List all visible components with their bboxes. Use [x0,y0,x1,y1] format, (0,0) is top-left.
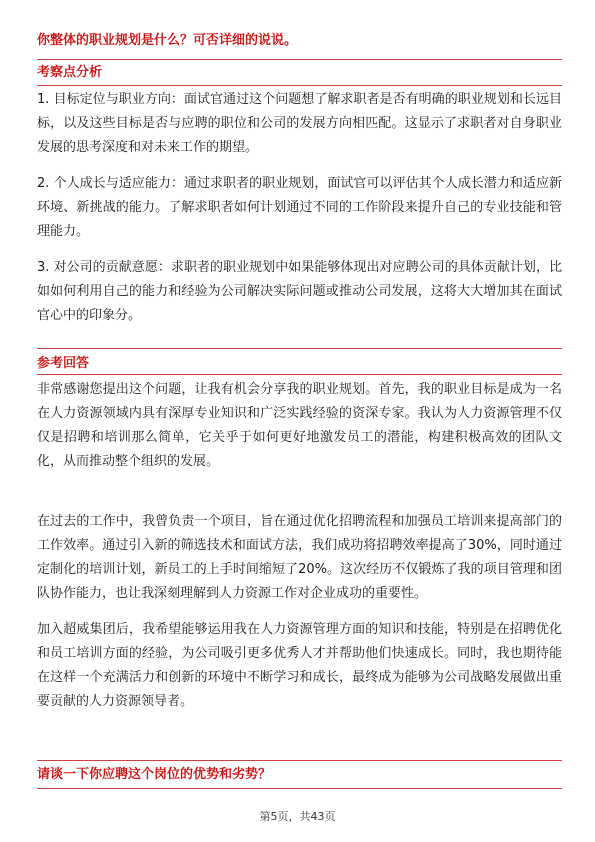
next-question-heading: 请谈一下你应聘这个岗位的优势和劣势？ [37,767,272,782]
analysis-point: 1. 目标定位与职业方向：面试官通过这个问题想了解求职者是否有明确的职业规划和长远目标，以及这些目标是否与应聘的职位和公司的发展方向相匹配。这显示了求职者对自身职业发展的思考深度和对未来工作的期望。 [37,92,562,155]
answer-heading: 参考回答 [37,356,90,371]
answer-paragraph: 非常感谢您提出这个问题，让我有机会分享我的职业规划。首先，我的职业目标是成为一名在人力资源领域内具有深厚专业知识和广泛实践经验的资深专家。我认为人力资源管理不仅仅是招聘和培训那么简单，它关乎于如何更好地激发员工的潜能，构建积极高效的团队文化，从而推动整个组织的发展。 [37,382,562,469]
question-heading: 你整体的职业规划是什么？可否详细的说说。 [37,33,298,48]
answer-paragraph: 在过去的工作中，我曾负责一个项目，旨在通过优化招聘流程和加强员工培训来提高部门的工作效率。通过引入新的筛选技术和面试方法，我们成功将招聘效率提高了30%，同时通过定制化的培训计划，新员工的上手时间缩短了20%。这次经历不仅锻炼了我的项目管理和团队协作能力，也让我深刻理解到人力资源工作对企业成功的重要性。 [37,514,562,601]
divider [37,374,562,375]
divider [37,85,562,86]
divider [37,348,562,349]
analysis-heading: 考察点分析 [37,65,103,80]
page-number: 第5页，共43页 [259,810,336,823]
analysis-point: 3. 对公司的贡献意愿：求职者的职业规划中如果能够体现出对应聘公司的具体贡献计划，比如如何利用自己的能力和经验为公司解决实际问题或推动公司发展，这将大大增加其在面试官心中的印象分。 [37,260,562,323]
answer-paragraph: 加入超威集团后，我希望能够运用我在人力资源管理方面的知识和技能，特别是在招聘优化和员工培训方面的经验，为公司吸引更多优秀人才并帮助他们快速成长。同时，我也期待能在这样一个充满活力和创新的环境中不断学习和成长，最终成为能够为公司战略发展做出重要贡献的人力资源领导者。 [37,622,562,709]
divider [37,760,562,761]
divider [37,788,562,789]
divider [37,59,562,60]
analysis-point: 2. 个人成长与适应能力：通过求职者的职业规划，面试官可以评估其个人成长潜力和适应新环境、新挑战的能力。了解求职者如何计划通过不同的工作阶段来提升自己的专业技能和管理能力。 [37,176,562,239]
